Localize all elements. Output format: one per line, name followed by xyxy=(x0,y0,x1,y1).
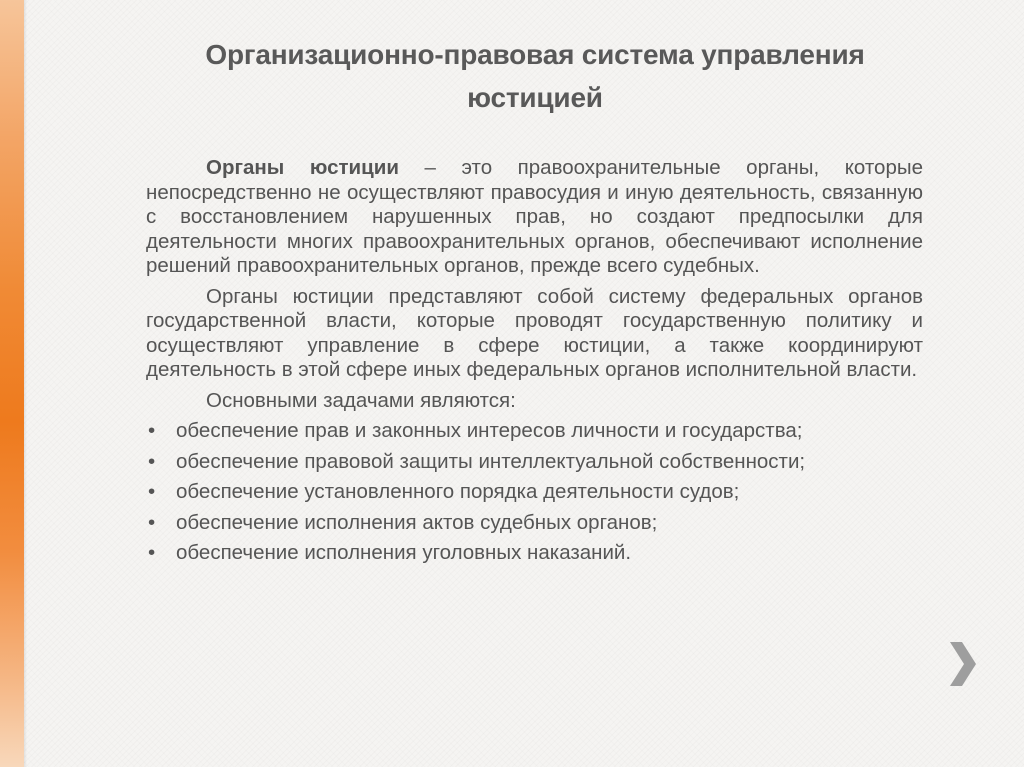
list-item xyxy=(146,419,923,444)
definition-term: Органы юстиции xyxy=(206,156,399,179)
task-text: обеспечение установленного порядка деятельности судов; xyxy=(176,480,740,503)
task-text: обеспечение прав и законных интересов личности и государства; xyxy=(176,419,803,442)
side-bar-shadow xyxy=(24,0,27,767)
slide-body xyxy=(146,156,923,572)
list-item xyxy=(146,450,923,475)
tasks-list xyxy=(146,419,923,566)
definition-text: – это правоохранительные органы, которые непосредственно не осуществляют правосудия и иную деятельность, связанную с восстановлением нарушенных прав, но создают предпосылки для деятельности многих правоохранительных органов, обеспечивают исполнение решений правоохранительных органов, прежде всего судебных. xyxy=(146,156,923,277)
bullet: • xyxy=(148,541,156,564)
task-text: обеспечение исполнения уголовных наказаний. xyxy=(176,541,632,564)
tasks-heading: Основными задачами являются: xyxy=(206,388,516,412)
list-item xyxy=(146,541,923,566)
description-paragraph: Органы юстиции представляют собой систему федеральных органов государственной власти, которые проводят государственную политику и осуществляют управление в сфере юстиции, а также координируют деятельность в этой сфере иных федеральных органов исполнительной власти. xyxy=(146,284,923,381)
accent-side-bar xyxy=(0,0,24,767)
task-text: обеспечение исполнения актов судебных органов; xyxy=(176,510,658,534)
bullet: • xyxy=(148,419,156,442)
list-item xyxy=(146,480,923,505)
list-item xyxy=(146,511,923,536)
chevron-right-icon xyxy=(944,638,980,690)
bullet: • xyxy=(148,480,156,503)
task-text: обеспечение правовой защиты интеллектуальной собственности; xyxy=(176,449,806,473)
definition-paragraph xyxy=(146,156,923,279)
bullet: • xyxy=(148,510,156,534)
next-slide-button[interactable] xyxy=(944,638,980,690)
slide-title: Организационно-правовая система управления юстицией xyxy=(205,39,865,113)
bullet: • xyxy=(148,449,156,473)
